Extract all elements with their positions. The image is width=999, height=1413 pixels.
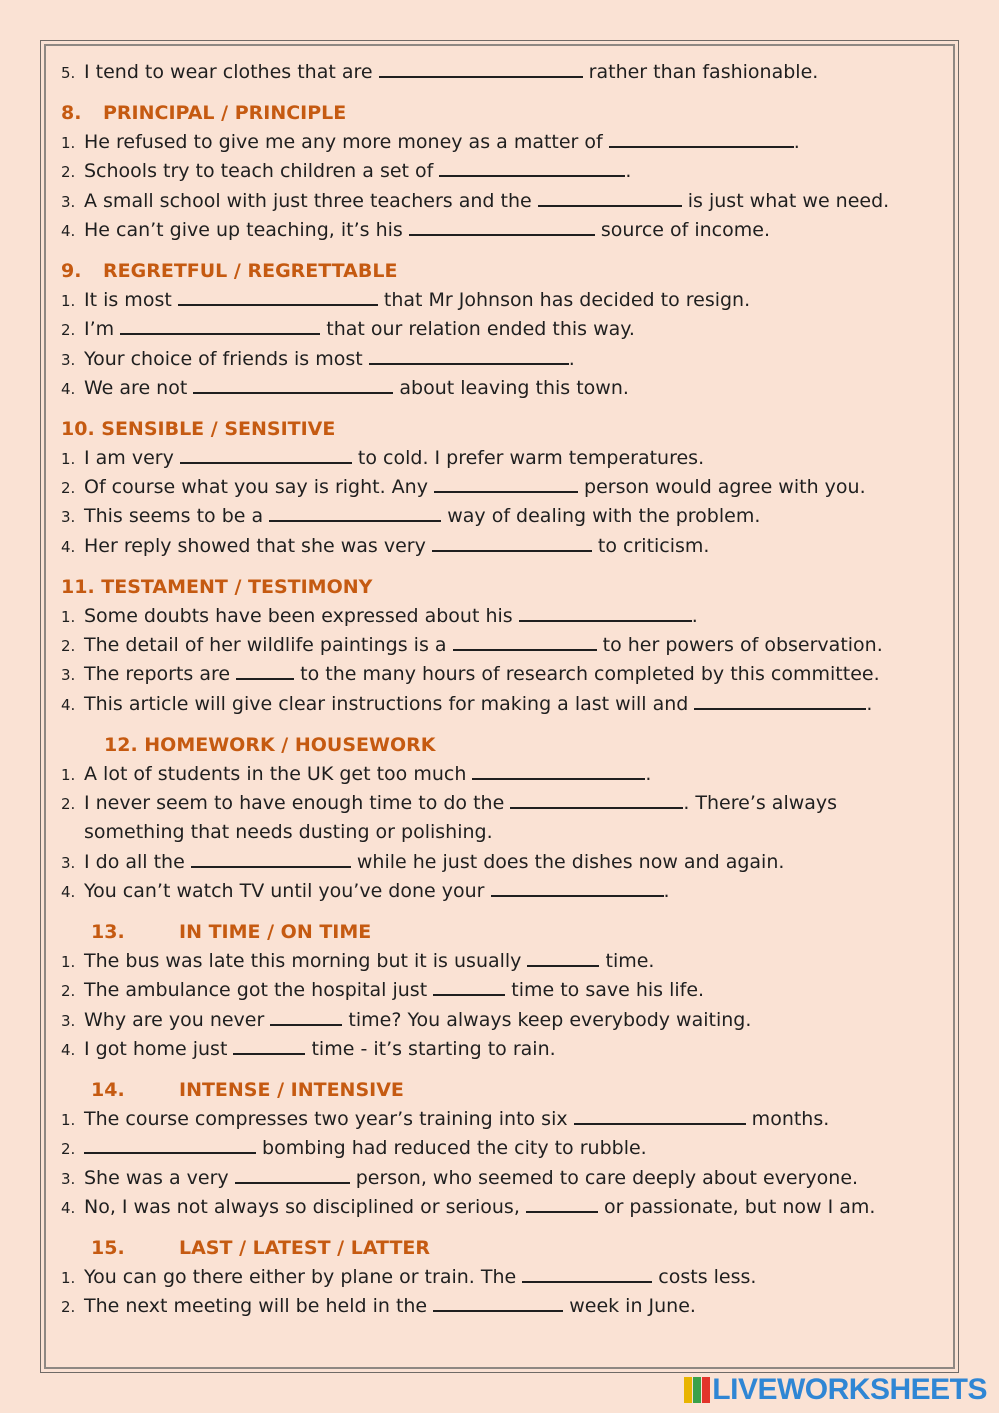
section-heading [61,415,946,444]
answer-blank[interactable] [120,317,320,335]
section-number: 9. [61,259,82,282]
question-line [61,444,946,473]
question-text-end: source of income. [594,218,770,241]
question-line [61,315,946,344]
question-text-end: . [793,130,800,153]
question-text: This article will give clear instructions for making a last will and [84,692,695,715]
question-line [61,660,946,689]
question-number: 2. [61,321,76,340]
question-text-end: . [568,347,575,370]
question-line [61,1035,946,1064]
question-text-end: time? You always keep everybody waiting. [342,1008,752,1031]
answer-blank[interactable] [519,604,692,622]
question-number: 1. [61,1110,76,1129]
question-text-end: about leaving this town. [393,376,629,399]
question-number: 2. [61,479,76,498]
question-number: 4. [61,1041,76,1060]
section-heading [61,573,946,602]
question-number: 2. [61,1298,76,1317]
question-line-continued [61,818,946,847]
answer-blank[interactable] [270,1008,342,1026]
question-text: This seems to be a [84,505,270,528]
section-title: 10. SENSIBLE / SENSITIVE [61,417,336,440]
question-line [61,947,946,976]
answer-blank[interactable] [538,189,682,207]
question-text-end: months. [745,1107,830,1130]
question-line [61,157,946,186]
question-text: Some doubts have been expressed about his [84,604,519,627]
answer-blank[interactable] [574,1107,746,1125]
question-number: 5. [61,64,76,82]
question-line [61,1006,946,1035]
question-text: something that needs dusting or polishing. [84,821,493,844]
answer-blank[interactable] [84,1136,256,1154]
question-text: It is most [84,288,178,311]
question-text: I tend to wear clothes that are [84,61,379,83]
question-line [61,502,946,531]
answer-blank[interactable] [369,347,569,365]
liveworksheets-logo-text: LIVEWORKSHEETS [712,1373,987,1406]
section-heading [61,731,946,760]
question-text: He refused to give me any more money as a matter of [84,130,609,153]
question-line [61,286,946,315]
question-number: 2. [61,1140,76,1159]
question-number: 1. [61,765,76,784]
question-text: The ambulance got the hospital just [84,979,434,1002]
section-number: 14. [91,1078,125,1101]
question-text: The detail of her wildlife paintings is a [84,634,453,657]
question-number: 1. [61,291,76,310]
answer-blank[interactable] [522,1265,652,1283]
question-number: 2. [61,982,76,1001]
question-number: 3. [61,192,76,211]
question-text: The bus was late this morning but it is usually [84,949,528,972]
answer-blank[interactable] [236,662,294,680]
question-line [61,848,946,877]
answer-blank[interactable] [526,1195,598,1213]
question-line [61,690,946,719]
question-text-end: while he just does the dishes now and again. [350,850,785,873]
question-text: The next meeting will be held in the [84,1295,434,1318]
question-text: Schools try to teach children a set of [84,160,440,183]
question-number: 1. [61,449,76,468]
question-text: You can go there either by plane or train. The [84,1265,523,1288]
answer-blank[interactable] [433,1294,563,1312]
question-number: 4. [61,537,76,556]
question-line [61,602,946,631]
answer-blank[interactable] [178,288,378,306]
answer-blank[interactable] [510,791,683,809]
section-title: PRINCIPAL / PRINCIPLE [103,101,347,124]
question-text-end: to criticism. [591,534,710,557]
liveworksheets-logo [684,1374,987,1406]
question-text-end: . [625,160,632,183]
answer-blank[interactable] [269,504,441,522]
section-number: 15. [91,1236,125,1259]
answer-blank[interactable] [694,692,866,710]
question-line [61,58,946,87]
section-title: LAST / LATEST / LATTER [179,1236,431,1259]
question-text-end: that our relation ended this way. [320,318,635,341]
answer-blank[interactable] [491,879,664,897]
question-number: 4. [61,883,76,902]
question-number: 4. [61,221,76,240]
answer-blank[interactable] [439,159,625,177]
question-number: 1. [61,133,76,152]
question-text: Of course what you say is right. Any [84,476,434,499]
question-line [61,345,946,374]
question-number: 2. [61,794,76,813]
question-text: We are not [84,376,194,399]
question-text: I’m [84,318,121,341]
question-text: No, I was not always so disciplined or serious, [84,1196,526,1219]
question-text: Her reply showed that she was very [84,534,432,557]
question-text-end: to the many hours of research completed by this committee. [294,663,880,686]
question-line [61,1134,946,1163]
section-title: INTENSE / INTENSIVE [179,1078,404,1101]
section-title: IN TIME / ON TIME [179,920,372,943]
question-line [61,216,946,245]
question-text-end: . [691,604,698,627]
section-heading [61,918,946,947]
question-line [61,760,946,789]
question-text-end: . [645,762,652,785]
question-text: I am very [84,446,180,469]
question-text-end: way of dealing with the problem. [441,505,761,528]
question-text: He can’t give up teaching, it’s his [84,218,409,241]
section-number: 8. [61,101,82,124]
question-text-end: week in June. [563,1295,696,1318]
answer-blank[interactable] [609,130,794,148]
question-number: 3. [61,1011,76,1030]
answer-blank[interactable] [434,475,578,493]
question-number: 3. [61,508,76,527]
question-text-end: rather than fashionable. [582,61,819,83]
question-number: 4. [61,379,76,398]
question-number: 1. [61,1268,76,1287]
question-line [61,976,946,1005]
question-text-end: to her powers of observation. [596,634,883,657]
question-text: The course compresses two year’s training into six [84,1107,574,1130]
liveworksheets-logo-icon [684,1377,710,1403]
question-text-end: time to save his life. [505,979,705,1002]
question-line [61,1105,946,1134]
question-line [61,877,946,906]
answer-blank[interactable] [193,376,393,394]
question-text-end: costs less. [652,1265,757,1288]
question-number: 1. [61,607,76,626]
section-heading [61,1076,946,1105]
question-text-end: person would agree with you. [578,476,866,499]
question-line [61,187,946,216]
section-title: 12. HOMEWORK / HOUSEWORK [104,733,436,756]
question-number: 3. [61,1169,76,1188]
question-text: Why are you never [84,1008,271,1031]
answer-blank[interactable] [433,978,505,996]
question-number: 3. [61,350,76,369]
answer-blank[interactable] [527,949,599,967]
question-line [61,1193,946,1222]
answer-blank[interactable] [191,850,351,868]
question-number: 4. [61,1199,76,1218]
question-text-end: . [663,880,670,903]
question-text-end: time - it’s starting to rain. [305,1038,556,1061]
answer-blank[interactable] [235,1166,350,1184]
answer-blank[interactable] [180,446,352,464]
question-text-end: . [866,692,873,715]
question-line [61,128,946,157]
question-text: A lot of students in the UK get too much [84,762,473,785]
question-line [61,1292,946,1321]
question-line [61,631,946,660]
question-text: The reports are [84,663,237,686]
section-heading [61,257,946,286]
answer-blank[interactable] [379,60,583,78]
question-number: 4. [61,695,76,714]
question-text: Your choice of friends is most [84,347,369,370]
question-number: 1. [61,952,76,971]
section-heading [61,99,946,128]
question-number: 3. [61,666,76,685]
answer-blank[interactable] [453,633,597,651]
worksheet-content [61,58,946,1322]
question-text-end: that Mr Johnson has decided to resign. [377,288,751,311]
question-text: I do all the [84,850,191,873]
answer-blank[interactable] [409,218,595,236]
question-text-end: to cold. I prefer warm temperatures. [351,446,705,469]
answer-blank[interactable] [233,1037,305,1055]
section-heading [61,1234,946,1263]
question-number: 2. [61,637,76,656]
answer-blank[interactable] [432,534,592,552]
question-text-end: . There’s always [683,791,838,814]
section-number: 13. [91,920,125,943]
question-line [61,1263,946,1292]
question-text-end: is just what we need. [681,189,890,212]
question-text: You can’t watch TV until you’ve done your [84,880,491,903]
question-text: She was a very [84,1166,235,1189]
question-text-end: time. [599,949,655,972]
section-title: 11. TESTAMENT / TESTIMONY [61,575,373,598]
question-text: A small school with just three teachers and the [84,189,538,212]
question-text: I got home just [84,1038,234,1061]
question-text-end: bombing had reduced the city to rubble. [256,1137,647,1160]
answer-blank[interactable] [472,762,645,780]
question-number: 2. [61,163,76,182]
question-text-end: or passionate, but now I am. [597,1196,876,1219]
question-line [61,532,946,561]
question-line [61,789,946,818]
question-line [61,473,946,502]
question-number: 3. [61,853,76,872]
question-text-end: person, who seemed to care deeply about everyone. [349,1166,859,1189]
question-text: I never seem to have enough time to do the [84,791,511,814]
section-title: REGRETFUL / REGRETTABLE [103,259,398,282]
question-line [61,1164,946,1193]
question-line [61,374,946,403]
